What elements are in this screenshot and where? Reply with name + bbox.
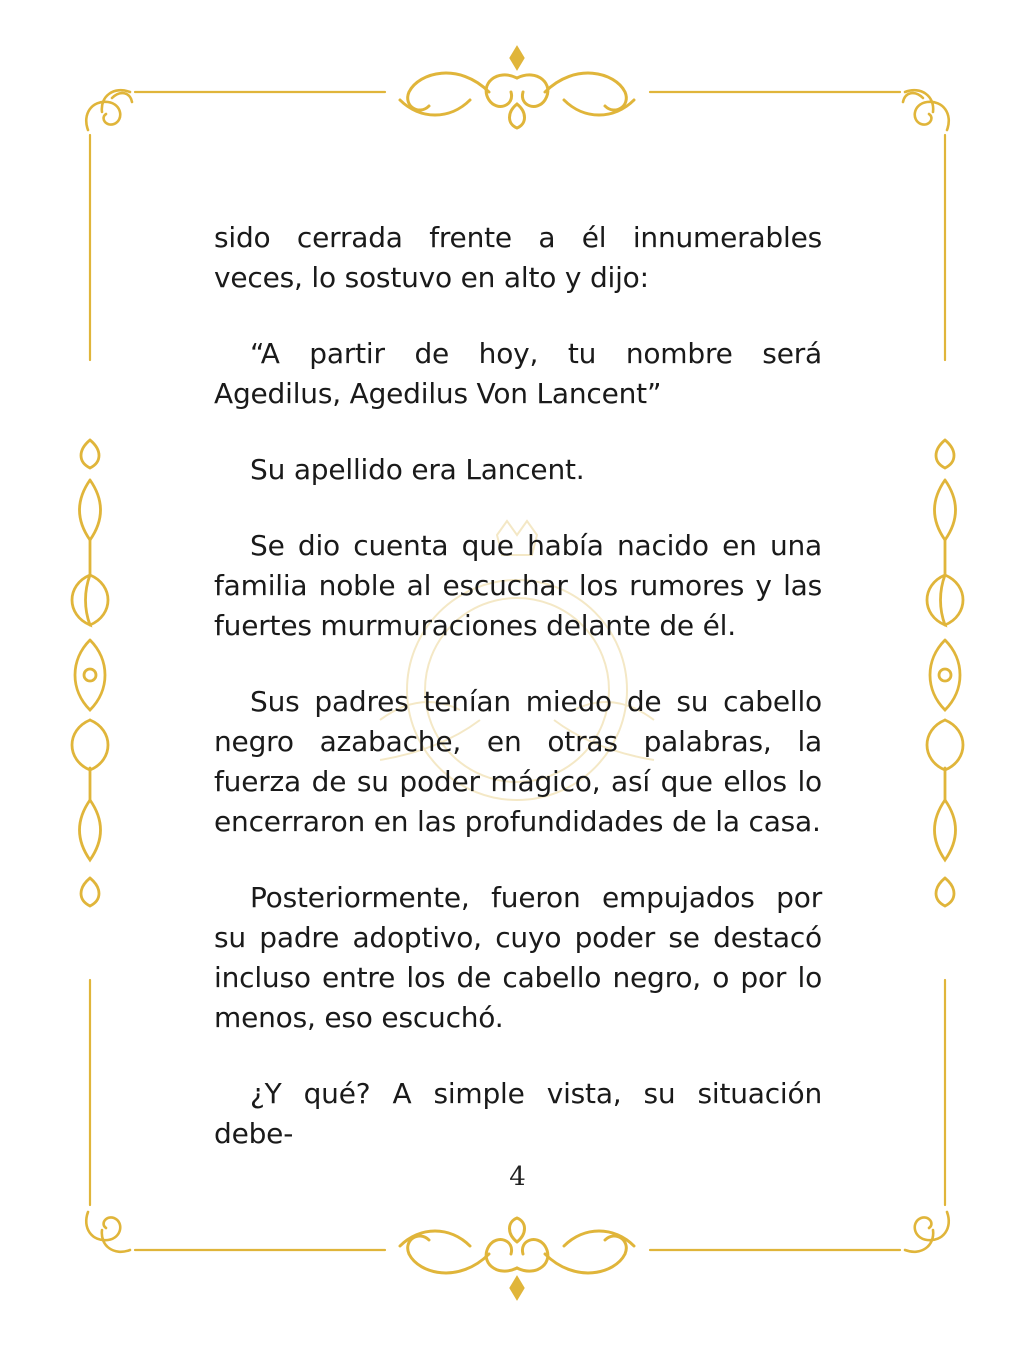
paragraph: ¿Y qué? A simple vista, su situación debe- — [214, 1077, 822, 1150]
paragraph: “A partir de hoy, tu nombre será Agedilus, Agedilus Von Lancent” — [214, 337, 822, 410]
paragraph: Posteriormente, fueron empujados por su padre adoptivo, cuyo poder se destacó incluso entre los de cabello negro, o por lo menos, eso escuchó. — [214, 881, 822, 1034]
body-text — [214, 218, 822, 1154]
paragraph: sido cerrada frente a él innumerables veces, lo sostuvo en alto y dijo: — [214, 221, 822, 294]
paragraph: Sus padres tenían miedo de su cabello negro azabache, en otras palabras, la fuerza de su poder mágico, así que ellos lo encerraron en las profundidades de la casa. — [214, 685, 822, 838]
paragraph: Su apellido era Lancent. — [250, 453, 585, 486]
paragraph: Se dio cuenta que había nacido en una familia noble al escuchar los rumores y las fuertes murmuraciones delante de él. — [214, 529, 822, 642]
page-number: 4 — [509, 1162, 526, 1192]
